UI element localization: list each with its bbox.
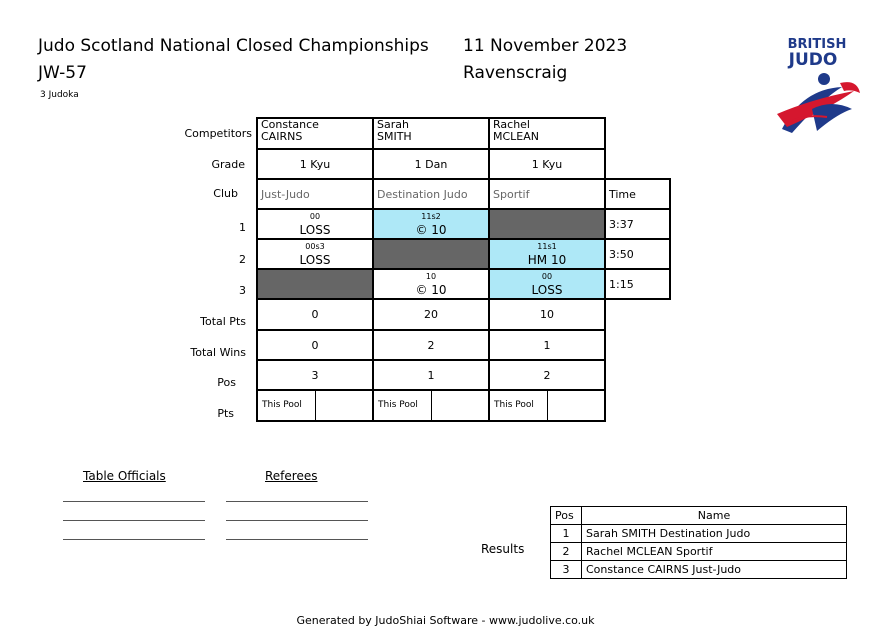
competitor-1-total-wins: 0 (257, 330, 373, 360)
competitor-2-name: Sarah SMITH (373, 118, 489, 149)
row-label-pts: Pts (217, 407, 234, 420)
competitor-1-pts: This Pool (257, 390, 373, 421)
results-header-pos: Pos (551, 507, 582, 525)
match-1-cell-3 (489, 209, 605, 239)
match-3-cell-3: 00 LOSS (489, 269, 605, 299)
footer-credit: Generated by JudoShiai Software - www.judolive.co.uk (296, 614, 595, 627)
competitor-3-grade: 1 Kyu (489, 149, 605, 179)
row-label-match-1: 1 (239, 221, 246, 234)
competitor-2-total-pts: 20 (373, 299, 489, 330)
competitor-1-club: Just-Judo (257, 179, 373, 209)
competitor-1-name: Constance CAIRNS (257, 118, 373, 149)
signature-line (63, 520, 205, 521)
competitor-1-grade: 1 Kyu (257, 149, 373, 179)
competitor-3-pts: This Pool (489, 390, 605, 421)
signature-line (226, 501, 368, 502)
competitor-2-club: Destination Judo (373, 179, 489, 209)
competitor-2-pts: This Pool (373, 390, 489, 421)
match-2-time: 3:50 (605, 239, 670, 269)
referees-label: Referees (265, 469, 318, 483)
signature-line (63, 539, 205, 540)
row-label-total-wins: Total Wins (190, 346, 246, 359)
table-officials-label: Table Officials (83, 469, 166, 483)
results-header-name: Name (582, 507, 847, 525)
competitor-3-pos: 2 (489, 360, 605, 390)
competitor-2-total-wins: 2 (373, 330, 489, 360)
results-table (550, 506, 847, 579)
table-row: 2 Rachel MCLEAN Sportif (551, 543, 847, 561)
match-3-time: 1:15 (605, 269, 670, 299)
competitor-3-total-wins: 1 (489, 330, 605, 360)
table-row: 3 Constance CAIRNS Just-Judo (551, 561, 847, 579)
competitor-2-grade: 1 Dan (373, 149, 489, 179)
signature-line (226, 539, 368, 540)
match-1-cell-2: 11s2 © 10 (373, 209, 489, 239)
british-judo-logo: BRITISH JUDO (772, 38, 862, 143)
match-2-cell-3: 11s1 HM 10 (489, 239, 605, 269)
competitor-1-pos: 3 (257, 360, 373, 390)
judo-figure-icon (772, 69, 862, 139)
row-label-total-pts: Total Pts (200, 315, 246, 328)
time-header: Time (605, 179, 670, 209)
championship-title: Judo Scotland National Closed Championships (38, 36, 429, 56)
match-3-cell-1 (257, 269, 373, 299)
table-row: 1 Sarah SMITH Destination Judo (551, 525, 847, 543)
competitor-3-club: Sportif (489, 179, 605, 209)
competitor-3-name: Rachel MCLEAN (489, 118, 605, 149)
results-label: Results (481, 542, 525, 556)
match-1-time: 3:37 (605, 209, 670, 239)
competitor-3-total-pts: 10 (489, 299, 605, 330)
match-3-cell-2: 10 © 10 (373, 269, 489, 299)
row-label-match-3: 3 (239, 284, 246, 297)
row-label-match-2: 2 (239, 253, 246, 266)
match-2-cell-1: 00s3 LOSS (257, 239, 373, 269)
competitor-2-pos: 1 (373, 360, 489, 390)
pool-sheet-grid (256, 117, 671, 422)
competitor-1-total-pts: 0 (257, 299, 373, 330)
row-label-competitors: Competitors (184, 127, 252, 140)
venue-label: Ravenscraig (463, 63, 568, 83)
signature-line (63, 501, 205, 502)
row-label-club: Club (213, 187, 238, 200)
match-1-cell-1: 00 LOSS (257, 209, 373, 239)
event-date: 11 November 2023 (463, 36, 628, 56)
signature-line (226, 520, 368, 521)
row-label-pos: Pos (217, 376, 236, 389)
judoka-count: 3 Judoka (40, 90, 79, 100)
match-2-cell-2 (373, 239, 489, 269)
category-label: JW-57 (38, 63, 87, 83)
row-label-grade: Grade (211, 158, 245, 171)
